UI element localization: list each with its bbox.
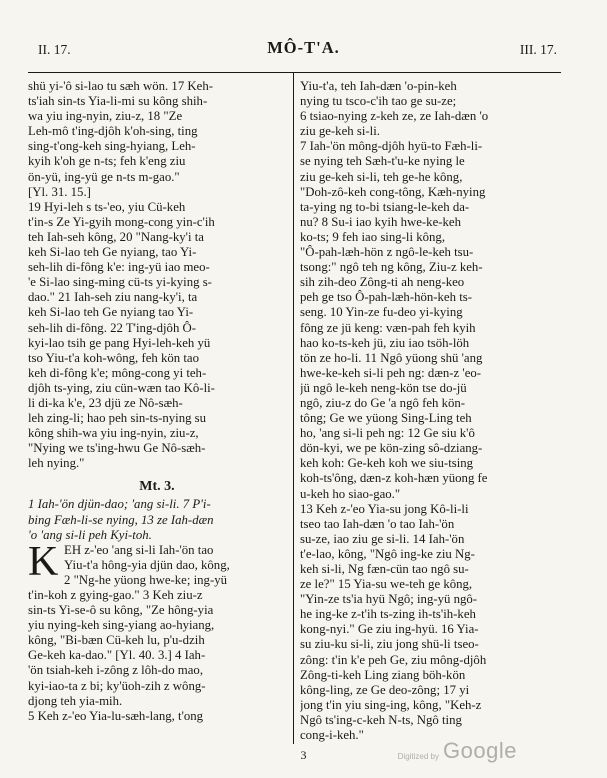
- right-column: [300, 79, 554, 743]
- text-line: leh zing-li; hao peh sin-ts-nying su: [28, 411, 207, 426]
- header-right-ref: III. 17.: [519, 42, 557, 57]
- text-line: keh Si-lao teh Ge nyiang tao Yi-: [28, 305, 194, 320]
- text-line: 13 Keh z-'eo Yia-su jong Kô-li-li: [300, 501, 469, 516]
- text-line: sih zih-deo Zông-ti ah neng-keo: [300, 275, 465, 290]
- text-line: peh ge tso Ô-pah-læh-hön-keh ts-: [300, 290, 473, 305]
- text-line: teh Iah-seh kông, 20 "Nang-ky'i ta: [28, 229, 204, 244]
- right-column-text: [300, 79, 554, 743]
- text-line: 6 tsiao-nying z-keh ze, ze Iah-dæn 'o: [300, 109, 489, 124]
- text-line: seh-lih di-fông k'e: ing-yü iao meo-: [28, 260, 210, 275]
- column-divider: [293, 72, 294, 744]
- text-line: Ge-keh ka-dao." [Yl. 40. 3.] 4 Iah-: [28, 648, 206, 663]
- text-line: 7 Iah-'ön mông-djôh hyü-to Fæh-li-: [300, 139, 483, 154]
- header-title: MÔ-T'A.: [267, 38, 340, 57]
- text-line: koh-ts'ông, dæn-z koh-hæn yüong fe: [300, 471, 488, 486]
- text-line: Ngô ts'ing-c-keh N-ts, Ngô ting: [300, 712, 462, 727]
- text-line: Yiu-t'a, teh Iah-dæn 'o-pin-keh: [300, 79, 457, 93]
- text-line: 1 Iah-'ön djün-dao; 'ang si-li. 7 P'i-: [28, 497, 211, 512]
- text-line: "Yin-ze ts'ia hyü Ngô; ing-yü ngô-: [300, 592, 478, 607]
- left-column-text-top: [28, 79, 286, 471]
- text-line: "Doh-zô-keh cong-tông, Kæh-nying: [300, 184, 486, 199]
- text-line: tseo tao Iah-dæn 'o tao Iah-'ön: [300, 516, 455, 531]
- text-line: 'ön tsiah-keh i-zông z lôh-do mao,: [28, 663, 204, 678]
- text-line: Zông-ti-keh Ling ziang böh-kön: [300, 667, 466, 682]
- header-left-ref: II. 17.: [38, 42, 71, 57]
- text-line: tön ze ho-li. 11 Ngô yüong shü 'ang: [300, 350, 483, 365]
- left-column-text-bottom: [28, 588, 286, 724]
- text-line: 5 Keh z-'eo Yia-lu-sæh-lang, t'ong: [28, 708, 204, 723]
- text-line: kyi-lao tsih ge pang Hyi-leh-keh yü: [28, 335, 211, 350]
- text-line: se nying teh Sæh-t'u-ke nying le: [300, 154, 465, 169]
- text-line: ziu ge-keh si-li.: [300, 124, 380, 139]
- text-line: [Yl. 31. 15.]: [28, 184, 91, 199]
- text-line: t'e-lao, kông, "Ngô ing-ke ziu Ng-: [300, 546, 475, 561]
- watermark-small-text: Digitized by: [397, 752, 439, 761]
- text-line: keh koh: Ge-keh koh we siu-tsing: [300, 456, 474, 471]
- text-line: nu? 8 Su-i iao kyih hwe-ke-keh: [300, 214, 461, 229]
- text-line: t'in-s Ze Yi-gyih mong-cong yin-c'ih: [28, 214, 215, 229]
- text-line: 'o 'ang si-li peh Kyi-toh.: [28, 527, 152, 542]
- text-line: Yiu-t'a hông-yia djün dao, kông,: [64, 557, 230, 572]
- text-line: sin-ts Yi-se-ô su kông, "Ze hông-yia: [28, 603, 214, 618]
- text-line: hao ko-ts-keh jü, ziu iao tsöh-löh: [300, 335, 470, 350]
- text-line: ze le?" 15 Yia-su we-teh ge kông,: [300, 577, 473, 592]
- text-line: bing Fæh-li-se nying, 13 ze Iah-dæn: [28, 512, 214, 527]
- text-line: he ing-ke z-t'ih ts-zing ih-ts'ih-keh: [300, 607, 476, 622]
- text-line: tông; Ge we yüong Sing-Ling teh: [300, 411, 472, 426]
- text-line: "Ô-pah-læh-hön z ngô-le-keh tsu-: [300, 245, 474, 260]
- text-line: kông, "Bi-bæn Cü-keh lu, p'u-dzih: [28, 633, 205, 648]
- running-header: [0, 34, 607, 58]
- drop-cap-lines: [28, 538, 286, 588]
- text-line: dao." 21 Iah-seh ziu nang-ky'i, ta: [28, 290, 198, 305]
- text-line: ts'iah sin-ts Yia-li-mi su kông shih-: [28, 94, 208, 109]
- text-line: djôh ts-ying, ziu cün-wæn tao Kô-li-: [28, 380, 215, 395]
- text-line: kông-ling, ze Ge deo-zông; 17 yi: [300, 682, 470, 697]
- text-line: dön-kyi, we pe kön-zing sô-dziang-: [300, 441, 483, 456]
- text-line: tsong:" ngô teh ng kông, Ziu-z keh-: [300, 260, 483, 275]
- text-line: fông ze jü keng: væn-pah feh kyih: [300, 320, 476, 335]
- text-line: yiu nying-keh sing-yiang ao-hyiang,: [28, 618, 215, 633]
- text-line: shü yi-'ô si-lao tu sæh wön. 17 Keh-: [28, 79, 214, 93]
- text-line: kông shih-wa yiu ing-nyin, ziu-z,: [28, 426, 199, 441]
- text-line: tso Yiu-t'a koh-wông, feh kön tao: [28, 350, 200, 365]
- text-line: kong-nyi." Ge ziu ing-hyü. 16 Yia-: [300, 622, 479, 637]
- text-line: cong-i-keh.": [300, 728, 364, 743]
- drop-cap-letter: K: [28, 538, 59, 585]
- text-line: kyih k'oh ge n-ts; feh k'eng ziu: [28, 154, 186, 169]
- text-line: djong teh yia-mih.: [28, 693, 123, 708]
- text-line: keh si-li, Ng fæn-cün tao ngô su-: [300, 562, 469, 576]
- text-line: ta-ying ng to-bi tsiang-le-keh da-: [300, 199, 470, 214]
- text-line: seh-lih di-fông. 22 T'ing-djôh Ô-: [28, 320, 197, 335]
- text-line: 2 "Ng-he yüong hwe-ke; ing-yü: [64, 572, 228, 587]
- text-line: ziu ge-keh si-li, teh ge-he kông,: [300, 169, 463, 184]
- text-line: hwe-ke-keh si-li peh ng: dæn-z 'eo-: [300, 365, 482, 380]
- text-line: Leh-mô t'ing-djôh k'oh-sing, ting: [28, 124, 198, 139]
- text-line: zông: t'in k'e peh Ge, ziu mông-djôh: [300, 652, 487, 667]
- text-line: 19 Hyi-leh s ts-'eo, yiu Cü-keh: [28, 199, 186, 214]
- text-line: su-ze, iao ziu ge si-li. 14 Iah-'ön: [300, 531, 465, 546]
- text-line: keh Si-lao teh Ge nyiang, tao Yi-: [28, 245, 197, 260]
- text-line: 'e Si-lao sing-ming cü-ts yi-kying s-: [28, 275, 212, 290]
- text-line: jü ngô le-keh neng-kön tse do-jü: [300, 380, 467, 395]
- chapter-opening: [28, 538, 286, 588]
- page-number: 3: [300, 748, 307, 762]
- text-line: "Nying we ts'ing-hwu Ge Nô-sæh-: [28, 441, 206, 456]
- text-line: EH z-'eo 'ang si-li Iah-'ön tao: [64, 542, 214, 557]
- text-line: keh di-fông k'e; mông-cong yi teh-: [28, 365, 207, 380]
- text-line: nying tu tsco-c'ih tao ge su-ze;: [300, 94, 457, 109]
- text-line: sing-t'ong-keh sing-hyiang, Leh-: [28, 139, 196, 154]
- text-line: ho, 'ang si-li peh ng: 12 Ge siu k'ô: [300, 426, 475, 441]
- text-line: seng. 10 Yin-ze fu-deo yi-kying: [300, 305, 463, 320]
- text-line: wa yiu ing-nyin, ziu-z, 18 "Ze: [28, 109, 183, 124]
- text-line: ko-ts; 9 feh iao sing-li kông,: [300, 229, 446, 244]
- left-column: [28, 79, 286, 724]
- text-line: ön-yü, ing-yü ge n-ts m-gao.": [28, 169, 180, 184]
- text-line: u-keh ho siao-gao.": [300, 486, 401, 501]
- text-line: t'in-koh z gying-gao." 3 Keh ziu-z: [28, 588, 203, 602]
- text-line: li di-ka k'e, 23 djü ze Nô-sæh-: [28, 395, 183, 410]
- chapter-summary: [28, 497, 286, 542]
- text-line: jong t'in yiu sing-ing, kông, "Keh-z: [300, 697, 482, 712]
- watermark-logo-text: Google: [443, 738, 517, 763]
- header-rule: [28, 72, 561, 73]
- section-title: Mt. 3.: [139, 479, 175, 495]
- text-line: su ziu-ku si-li, ziu jong shü-li tseo-: [300, 637, 479, 652]
- text-line: leh nying.": [28, 456, 85, 471]
- text-line: kyi-iao-ta z bi; ky'üoh-zih z wông-: [28, 678, 206, 693]
- text-line: ngô, ziu-z do Ge 'a ngô feh kön-: [300, 395, 466, 410]
